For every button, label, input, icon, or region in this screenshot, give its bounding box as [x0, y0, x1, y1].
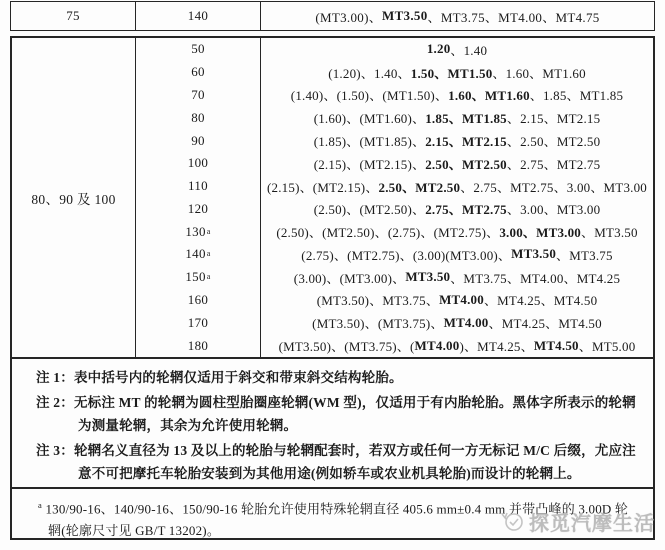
rim-width-cell: 150 a [136, 266, 261, 289]
notes-list [12, 359, 653, 487]
rim-spec-table [10, 36, 655, 540]
rim-width-cell: 80 [136, 106, 261, 129]
rim-width-cell: 70 [136, 84, 261, 107]
rim-values-cell: (2.50)、(MT2.50)、(2.75)、(MT2.75)、 3.00、MT3.00 、MT3.50 [276, 225, 638, 241]
rim-values-cell: (2.15)、(MT2.15)、 2.50、MT2.50 、2.75、MT2.75 [313, 156, 601, 172]
footnote-marker: a [38, 500, 42, 510]
table-row [136, 152, 653, 175]
rim-rows [136, 38, 653, 357]
rim-width-cell: 140 [136, 2, 261, 30]
table-row [136, 129, 653, 152]
rim-width-cell: 180 [136, 334, 261, 357]
rim-values-cell: (1.20)、1.40、 1.50、MT1.50 、1.60、MT1.60 [328, 65, 586, 81]
rim-width-cell: 170 [136, 311, 261, 334]
note-label: 注 3： [36, 443, 74, 458]
rim-values-cell: (2.50)、(MT2.50)、 2.75、MT2.75 、3.00、MT3.00 [313, 202, 601, 218]
table-row [136, 243, 653, 266]
rim-values-cell: (3.00)、(MT3.00)、 MT3.50 、MT3.75、MT4.00、MT4.25 [293, 269, 621, 286]
upper-table-fragment [10, 1, 655, 31]
note-label: 注 1： [36, 370, 74, 385]
rim-width-cell: 90 [136, 129, 261, 152]
watermark [500, 506, 655, 536]
table-rows-area [12, 38, 653, 359]
rim-width-cell: 50 [136, 38, 261, 61]
rim-width-cell: 130 a [136, 220, 261, 243]
watermark-text: 探觅汽摩生活 [529, 512, 655, 535]
table-row [136, 84, 653, 107]
rim-width-cell: 160 [136, 289, 261, 312]
table-row [136, 197, 653, 220]
rim-width-cell: 120 [136, 197, 261, 220]
rim-values-cell: (MT3.50)、(MT3.75)、 MT4.00 、MT4.25、MT4.50 [312, 314, 602, 332]
top-row-rims: (MT3.00)、 MT3.50 、MT3.75、MT4.00、MT4.75 [315, 8, 600, 25]
table-row [136, 106, 653, 129]
rim-values-cell: (MT3.50)、(MT3.75)、( MT4.00 )、MT4.25、 MT4.50 、MT5.00 [278, 337, 636, 355]
rim-values-cell: (1.40)、(1.50)、(MT1.50)、 1.60、MT1.60 、1.85、MT1.85 [290, 88, 624, 104]
table-row [136, 334, 653, 357]
rim-values-cell: (2.75)、(MT2.75)、(3.00)(MT3.00)、 MT3.50 、MT3.75 [301, 246, 613, 263]
table-row [136, 61, 653, 84]
footnote-text: 130/90-16、140/90-16、150/90-16 轮胎允许使用特殊轮辋直径 405.6 mm±0.4 mm 并带凸峰的 3.00D 轮辋(轮廓尺寸见 GB/T 13202)。 [45, 501, 629, 539]
rim-values-cell: (MT3.50)、MT3.75、 MT4.00 、MT4.25、MT4.50 [316, 291, 598, 309]
rim-values-cell: (2.15)、(MT2.15)、 2.50、MT2.50 、2.75、MT2.75、3.00、MT3.00 [267, 179, 647, 195]
note: 注 2：无标注 MT 的轮辋为圆柱型胎圈座轮辋(WM 型)，仅适用于有内胎轮胎。黑体字所表示的轮辋为测量轮辋，其余为允许使用轮辋。 [36, 395, 636, 433]
brand-logo-icon [500, 509, 524, 533]
rim-values-cell: (1.60)、(MT1.60)、 1.85、MT1.85 、2.15、MT2.15 [313, 111, 601, 127]
rim-width-cell: 140 a [136, 243, 261, 266]
note: 注 3：轮辋名义直径为 13 及以上的轮胎与轮辋配套时，若双方或任何一方无标记 M/C 后缀，尤应注意不可把摩托车轮胎安装到为其他用途(例如轿车或农业机具轮胎)而设计的轮辋上。 [36, 443, 636, 481]
table-row [136, 311, 653, 334]
rim-values-cell: 1.20 、1.40 [426, 41, 488, 58]
table-row [136, 38, 653, 61]
note-label: 注 2： [36, 395, 74, 410]
table-row [136, 289, 653, 312]
tire-section-width-cell: 75 [11, 2, 136, 30]
rim-width-cell: 100 [136, 152, 261, 175]
rim-width-cell: 60 [136, 61, 261, 84]
table-row [136, 266, 653, 289]
rim-values-cell: (1.85)、(MT1.85)、 2.15、MT2.15 、2.50、MT2.50 [313, 134, 601, 150]
table-row [136, 220, 653, 243]
table-row [136, 175, 653, 198]
rim-width-cell: 110 [136, 175, 261, 198]
note: 注 1：表中括号内的轮辋仅适用于斜交和带束斜交结构轮胎。 [36, 370, 403, 385]
tire-section-width-group: 80、90 及 100 [12, 38, 136, 357]
